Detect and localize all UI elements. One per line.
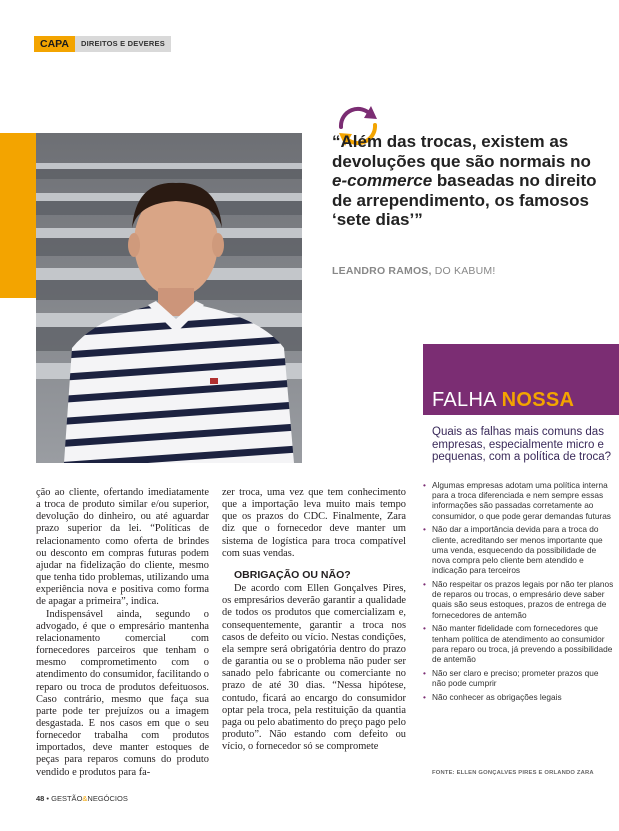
list-item: • Não dar a importância devida para a troca do cliente, acreditando ser menos importante que uma venda, esquecendo da possibilidade de nova compra pelo cliente bem atendido e indicação para terceiros (422, 524, 614, 575)
box-question: Quais as falhas mais comuns das empresas, especialmente micro e pequenas, com a política de troca? (432, 426, 612, 464)
footer-sep: • (44, 794, 52, 803)
author-org: DO KABUM! (431, 265, 496, 277)
paragraph: ção ao cliente, ofertando imediatamente a troca de produto similar e/ou superior, devolução do dinheiro, ou até aguardar prazo superior da lei. “Políticas de relacionamento como oferta de brindes ou desconto em compras futuras podem ajudar na fidelização do cliente, mesmo que tenha tido problemas, utilizando uma experiência nova e positiva como forma de apagar a primeira”, indica. (36, 487, 209, 608)
magazine-name-a: GESTÃO (51, 794, 83, 803)
subheading: OBRIGAÇÃO OU NÃO? (234, 568, 351, 581)
magazine-amp: & (82, 794, 88, 803)
list-item: • Algumas empresas adotam uma política interna para a troca diferenciada e nem sempre essas informações são passadas corretamente ao consumidor, o que pode gerar demandas futuras (422, 480, 614, 521)
quote-part-2: baseadas no direito de arrependimento, os famosos ‘sete dias’” (332, 171, 597, 230)
magazine-name-b: NEGÓCIOS (87, 794, 128, 803)
list-item: • Não respeitar os prazos legais por não ter planos de reparos ou trocas, o empresário deve saber quais são seus estoques, prazos de entrega de fornecedores de antemão (422, 579, 614, 620)
list-item: • Não ser claro e preciso; prometer prazos que não pode cumprir (422, 668, 614, 688)
section-tag: CAPA (34, 36, 75, 52)
paragraph: De acordo com Ellen Gonçalves Pires, os empresários deverão garantir a qualidade de todos os produtos que comercializam e, consequentemente, garantir a troca nos casos de defeito ou vício. Nestas condições, ela sempre será obrigatória dentro do prazo de garantia ou se o problema não puder ser sanado pelo fabricante ou comerciante no prazo de até 30 dias. “Nessa hipótese, contudo, ficará ao encargo do consumidor optar pela troca, pela restituição da quantia paga ou pelo abatimento do preço pago pelo produto”. Não estando com defeito ou vício, o fornecedor só se compromete (222, 583, 406, 753)
box-title-light: FALHA (432, 389, 502, 411)
box-source: FONTE: ELLEN GONÇALVES PIRES E ORLANDO ZARA (432, 770, 594, 776)
article-column-2 (222, 487, 406, 753)
quote-emphasis: e-commerce (332, 171, 433, 191)
author-name: LEANDRO RAMOS, (332, 265, 432, 277)
portrait-photo (36, 133, 302, 463)
box-list (422, 480, 614, 706)
subsection-tag: DIREITOS E DEVERES (75, 36, 171, 52)
page-footer (36, 794, 128, 803)
box-title-bold: NOSSA (501, 389, 575, 411)
paragraph: zer troca, uma vez que tem conhecimento que a importação leva muito mais tempo que os prazos do CDC. Finalmente, Zara diz que o fornecedor deve manter um sistema de logística para troca compatível com suas vendas. (222, 487, 406, 559)
page-number: 48 (36, 794, 45, 803)
list-item: • Não conhecer as obrigações legais (422, 692, 614, 702)
paragraph: Indispensável ainda, segundo o advogado, é que o empresário mantenha relacionamento comercial com fornecedores parceiros que tenham o mesmo comprometimento com o atendimento do consumidor, facilitando o reparo ou troca de produtos defeituosos. Caso contrário, mesmo que faça sua parte pode ter prejuízos ou a imagem desgastada. E nos casos em que o seu fornecedor trabalha com produtos importados, deve manter estoques de peças para reparos comuns do produto vendido e produtos para fa- (36, 608, 210, 778)
quote-part-1: “Além das trocas, existem as devoluções que são normais no (332, 132, 591, 171)
box-title (432, 389, 574, 412)
pull-quote (332, 132, 602, 230)
article-column-1 (36, 487, 209, 779)
quote-author (332, 265, 495, 277)
list-item: • Não manter fidelidade com fornecedores que tenham política de atendimento ao consumidor para reparo ou troca, já prevendo a possibilidade de antemão (422, 623, 614, 664)
